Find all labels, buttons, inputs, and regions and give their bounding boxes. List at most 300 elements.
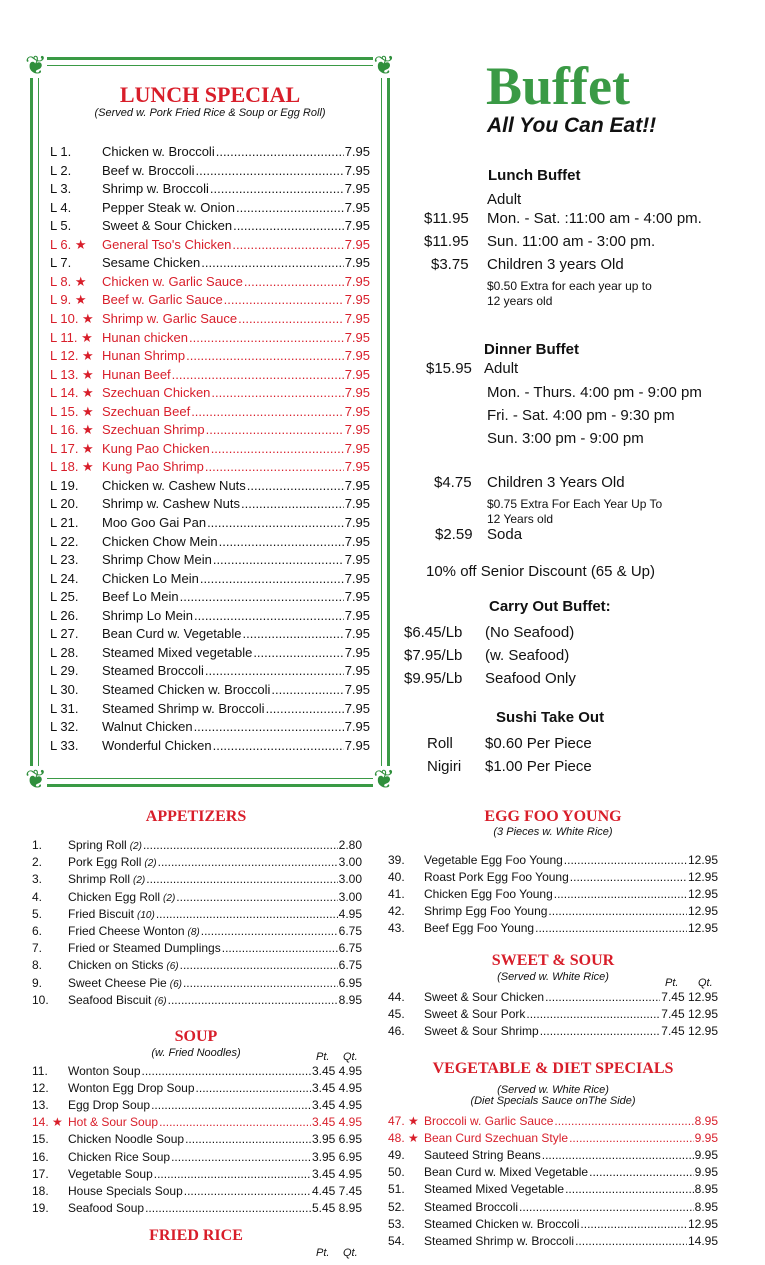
item-name: Bean Curd w. Vegetable (102, 626, 242, 642)
item-price: 7.95 (344, 644, 370, 660)
dot-leader (176, 889, 337, 906)
lunch-special-item (50, 458, 370, 476)
fried-rice-title: FRIED RICE (149, 1227, 243, 1244)
item-name: Hot & Sour Soup (68, 1115, 159, 1130)
item-price: 12.95 (687, 904, 718, 919)
item-number: 47. ★ (388, 1114, 419, 1128)
dot-leader (196, 162, 344, 180)
dot-leader (210, 180, 344, 198)
item-name: Broccoli w. Garlic Sauce (424, 1114, 554, 1128)
veg-diet-item (388, 1216, 718, 1233)
veg-diet-item (388, 1181, 718, 1198)
item-price: 8.95 (338, 992, 362, 1007)
lunch-buffet-adult: Adult (487, 191, 522, 208)
dot-leader (205, 458, 344, 476)
item-number: 50. (388, 1165, 405, 1180)
item-number: L 7. (50, 255, 72, 271)
item-name: Sesame Chicken (102, 255, 201, 271)
dot-leader (156, 906, 338, 923)
item-name: Kung Pao Shrimp (102, 459, 204, 475)
item-name: Sweet Cheese Pie (68, 975, 167, 990)
item-name: Wonton Soup (68, 1064, 141, 1078)
item-price: 7.95 (344, 477, 370, 493)
item-number: L 27. (50, 626, 79, 642)
dinner-buffet-adult: Adult (484, 360, 519, 377)
item-number: L 29. (50, 663, 79, 679)
item-name: Beef w. Broccoli (102, 162, 195, 178)
dot-leader (154, 1166, 311, 1183)
item-name: Chicken Chow Mein (102, 533, 218, 549)
item-name: Chicken w. Broccoli (102, 144, 215, 159)
carry-out-price: $9.95/Lb (404, 670, 463, 687)
dinner-buffet-title: Dinner Buffet (484, 341, 579, 358)
item-name: Spring Roll (68, 838, 127, 852)
item-price: 7.95 (344, 422, 370, 438)
item-price: 7.95 (344, 607, 370, 623)
item-number: 10. (32, 992, 49, 1007)
sweet-sour-title: SWEET & SOUR (491, 952, 615, 969)
item-price: 5.45 8.95 (311, 1200, 362, 1215)
item-price: 3.45 4.95 (311, 1115, 362, 1130)
dot-leader (243, 625, 344, 643)
appetizer-item (32, 871, 362, 889)
dot-leader (196, 1080, 311, 1097)
dot-leader (142, 1063, 311, 1080)
dot-leader (184, 1183, 311, 1200)
lunch-special-item (50, 254, 370, 272)
dot-leader (535, 920, 687, 937)
item-name: Shrimp w. Garlic Sauce (102, 310, 238, 326)
item-name: Szechuan Chicken (102, 385, 211, 401)
dot-leader (564, 852, 687, 869)
soup-item (32, 1166, 362, 1183)
item-number: L 33. (50, 737, 79, 753)
dot-leader (540, 1023, 661, 1040)
item-name: Szechuan Beef (102, 403, 191, 419)
egg-foo-young-subtitle: (3 Pieces w. White Rice) (493, 826, 613, 838)
appetizer-item (32, 975, 362, 993)
dot-leader (200, 570, 344, 588)
item-number: L 2. (50, 162, 72, 178)
item-name: Sweet & Sour Pork (424, 1007, 526, 1022)
item-number: L 32. (50, 719, 79, 735)
lunch-special-item (50, 477, 370, 495)
appetizer-item (32, 906, 362, 924)
item-name: Vegetable Soup (68, 1166, 153, 1181)
item-name: Bean Curd Szechuan Style (424, 1131, 569, 1146)
lunch-special-item (50, 403, 370, 421)
lunch-special-item (50, 421, 370, 439)
dot-leader (519, 1199, 694, 1216)
carry-out-price: $7.95/Lb (404, 647, 463, 664)
item-number: 42. (388, 904, 405, 919)
lunch-buffet-child-price: $3.75 (431, 256, 469, 273)
item-price: 4.95 (338, 906, 362, 921)
dot-leader (219, 533, 344, 551)
dot-leader (224, 291, 344, 309)
item-price: 7.95 (344, 199, 370, 215)
item-price: 8.95 (694, 1182, 718, 1197)
lunch-buffet-child-note: $0.50 Extra for each year up to (487, 279, 652, 293)
dot-leader (241, 495, 344, 513)
item-name: Shrimp Lo Mein (102, 607, 194, 623)
item-number: 14. ★ (32, 1115, 63, 1130)
item-price: 7.95 (344, 255, 370, 271)
dot-leader (238, 310, 344, 328)
item-price: 7.95 (344, 273, 370, 289)
item-number: L 22. (50, 533, 79, 549)
item-name: Shrimp w. Broccoli (102, 181, 209, 197)
item-quantity-note: (6) (169, 978, 182, 990)
lunch-special-item (50, 718, 370, 736)
item-name: Steamed Mixed vegetable (102, 644, 253, 660)
dot-leader (244, 273, 344, 291)
appetizer-item (32, 923, 362, 941)
item-price: 7.95 (344, 236, 370, 252)
lunch-special-item (50, 347, 370, 365)
item-price: 7.95 (344, 366, 370, 382)
item-number: 19. (32, 1200, 49, 1215)
dot-leader (211, 440, 344, 458)
lunch-special-item (50, 495, 370, 513)
item-name: Sweet & Sour Chicken (424, 990, 545, 1004)
item-name: Steamed Broccoli (102, 663, 204, 679)
veg-diet-item (388, 1147, 718, 1164)
lunch-special-item (50, 217, 370, 235)
item-price: 3.45 4.95 (311, 1064, 362, 1078)
dot-leader (589, 1164, 694, 1181)
item-name: Steamed Chicken w. Broccoli (102, 681, 271, 697)
dot-leader (183, 975, 338, 992)
lunch-special-item (50, 662, 370, 680)
item-price: 12.95 (687, 853, 718, 867)
item-name: Hunan chicken (102, 329, 188, 345)
item-price: 7.95 (344, 440, 370, 456)
dot-leader (194, 718, 344, 736)
item-number: L 25. (50, 589, 79, 605)
sushi-item-price: $0.60 Per Piece (485, 735, 592, 752)
item-name: Beef Lo Mein (102, 589, 179, 605)
item-price: 14.95 (687, 1233, 718, 1248)
item-price: 6.75 (338, 924, 362, 938)
item-price: 7.45 12.95 (661, 1024, 718, 1039)
sweet-sour-subtitle: (Served w. White Rice) (497, 971, 609, 983)
lunch-special-item (50, 533, 370, 551)
item-number: L 1. (50, 144, 72, 159)
lunch-special-item (50, 273, 370, 291)
item-name: Walnut Chicken (102, 719, 193, 735)
dot-leader (526, 1006, 660, 1023)
item-price: 2.80 (338, 838, 362, 852)
lunch-special-item (50, 514, 370, 532)
veg-diet-subtitle-2: (Diet Specials Sauce onThe Side) (470, 1095, 636, 1107)
veg-diet-item (388, 1199, 718, 1216)
item-price: 7.95 (344, 144, 370, 159)
item-name: Beef Egg Foo Young (424, 921, 535, 936)
item-number: 41. (388, 887, 405, 902)
dot-leader (191, 403, 344, 421)
dot-leader (171, 1149, 311, 1166)
fried-rice-col-qt: Qt. (343, 1247, 358, 1259)
dinner-buffet-child: Children 3 Years Old (487, 474, 625, 491)
item-number: 39. (388, 853, 405, 867)
item-name: Chicken Egg Roll (68, 889, 161, 904)
lunch-buffet-price-sunday: $11.95 (424, 233, 469, 250)
item-number: L 15. ★ (50, 403, 94, 419)
carry-out-desc: (w. Seafood) (485, 647, 570, 664)
dot-leader (216, 143, 344, 161)
item-name: Sweet & Sour Chicken (102, 218, 233, 234)
soda-label: Soda (487, 526, 523, 543)
ornament-corner-icon: ❦ (373, 50, 395, 80)
item-price: 7.95 (344, 329, 370, 345)
item-name: Vegetable Egg Foo Young (424, 853, 563, 867)
item-number: L 13. ★ (50, 366, 94, 382)
item-number: 46. (388, 1024, 405, 1039)
dot-leader (548, 903, 687, 920)
item-price: 12.95 (687, 921, 718, 936)
dot-leader (232, 236, 343, 254)
item-price: 7.95 (344, 737, 370, 753)
dinner-buffet-child-price: $4.75 (434, 474, 472, 491)
item-number: 2. (32, 855, 43, 870)
item-price: 7.95 (344, 719, 370, 735)
sweet-sour-col-qt: Qt. (698, 977, 713, 989)
item-price: 9.95 (694, 1148, 718, 1163)
dot-leader (213, 551, 344, 569)
dot-leader (236, 199, 344, 217)
soup-item (32, 1114, 362, 1131)
item-number: L 18. ★ (50, 459, 94, 475)
dot-leader (145, 1200, 311, 1217)
item-price: 7.95 (344, 348, 370, 364)
item-price: 12.95 (687, 887, 718, 902)
item-number: 13. (32, 1098, 49, 1113)
item-quantity-note: (6) (154, 995, 167, 1007)
item-name: General Tso's Chicken (102, 236, 232, 252)
item-name: Shrimp w. Cashew Nuts (102, 496, 240, 512)
item-name: Shrimp Egg Foo Young (424, 904, 548, 919)
soup-title: SOUP (174, 1028, 218, 1045)
item-name: Kung Pao Chicken (102, 440, 210, 456)
item-name: Shrimp Chow Mein (102, 552, 212, 568)
item-number: 52. (388, 1199, 405, 1214)
item-price: 7.95 (344, 403, 370, 419)
item-price: 9.95 (694, 1165, 718, 1180)
item-number: L 30. (50, 681, 79, 697)
item-price: 6.95 (338, 975, 362, 990)
item-number: 8. (32, 958, 43, 973)
item-quantity-note: (2) (144, 858, 157, 870)
item-number: 53. (388, 1216, 405, 1231)
item-name: Steamed Mixed Vegetable (424, 1182, 565, 1197)
lunch-special-item (50, 700, 370, 718)
lunch-special-item (50, 588, 370, 606)
dot-leader (180, 588, 344, 606)
dot-leader (180, 957, 338, 974)
item-number: L 24. (50, 570, 79, 586)
lunch-special-item (50, 681, 370, 699)
item-number: 11. (32, 1064, 48, 1078)
ornament-corner-icon: ❦ (25, 764, 47, 794)
item-price: 3.00 (338, 872, 362, 887)
item-name: Hunan Shrimp (102, 348, 186, 364)
item-number: L 5. (50, 218, 72, 234)
dot-leader (194, 607, 344, 625)
item-price: 7.95 (344, 589, 370, 605)
carry-out-price: $6.45/Lb (404, 624, 463, 641)
lunch-special-item (50, 199, 370, 217)
dot-leader (158, 854, 338, 871)
item-price: 3.00 (338, 889, 362, 904)
lunch-special-item (50, 607, 370, 625)
lunch-special-item (50, 310, 370, 328)
item-price: 3.45 4.95 (311, 1166, 362, 1181)
item-name: Shrimp Roll (68, 872, 131, 887)
item-number: L 20. (50, 496, 79, 512)
item-name: Fried Cheese Wonton (68, 924, 185, 938)
item-number: L 28. (50, 644, 79, 660)
item-price: 7.95 (344, 496, 370, 512)
item-price: 4.45 7.45 (311, 1183, 362, 1198)
egg-foo-young-item (388, 903, 718, 920)
item-price: 6.75 (338, 958, 362, 973)
lunch-special-item (50, 291, 370, 309)
sweet-sour-item (388, 989, 718, 1006)
lunch-special-title: LUNCH SPECIAL (119, 82, 301, 107)
lunch-special-item (50, 644, 370, 662)
item-name: House Specials Soup (68, 1183, 183, 1198)
item-name: Seafood Soup (68, 1200, 145, 1215)
ornament-corner-icon: ❦ (25, 50, 47, 80)
item-price: 7.95 (344, 681, 370, 697)
carry-out-title: Carry Out Buffet: (489, 598, 611, 615)
item-price: 3.45 4.95 (311, 1098, 362, 1113)
dot-leader (247, 477, 344, 495)
item-quantity-note: (2) (133, 875, 146, 887)
item-number: L 19. (50, 477, 79, 493)
item-number: L 6. ★ (50, 236, 87, 252)
item-name: Pepper Steak w. Onion (102, 199, 235, 215)
egg-foo-young-item (388, 852, 718, 869)
item-quantity-note: (10) (137, 909, 155, 921)
item-name: Wonderful Chicken (102, 737, 212, 753)
egg-foo-young-item (388, 886, 718, 903)
item-name: Seafood Biscuit (68, 992, 152, 1007)
lunch-special-item (50, 384, 370, 402)
appetizer-item (32, 837, 362, 855)
item-name: Egg Drop Soup (68, 1098, 151, 1113)
senior-discount: 10% off Senior Discount (65 & Up) (426, 563, 656, 580)
item-price: 7.95 (344, 292, 370, 308)
dot-leader (189, 329, 344, 347)
item-name: Fried or Steamed Dumplings (68, 941, 221, 956)
veg-diet-item (388, 1164, 718, 1181)
dinner-buffet-child-note-2: 12 Years old (487, 512, 554, 526)
veg-diet-item (388, 1113, 718, 1130)
item-number: L 9. ★ (50, 292, 87, 308)
carry-out-desc: Seafood Only (485, 670, 576, 687)
item-name: Chicken Egg Foo Young (424, 887, 553, 902)
item-quantity-note: (8) (187, 927, 200, 938)
soup-col-pt: Pt. (316, 1051, 330, 1063)
sushi-item-name: Roll (427, 735, 453, 752)
item-number: 40. (388, 870, 405, 885)
soup-item (32, 1131, 362, 1148)
appetizers-title: APPETIZERS (145, 808, 247, 825)
sushi-item-name: Nigiri (427, 758, 462, 775)
appetizer-item (32, 940, 362, 957)
item-price: 9.95 (694, 1131, 718, 1146)
sweet-sour-item (388, 1023, 718, 1040)
item-name: Pork Egg Roll (68, 855, 142, 870)
item-number: L 14. ★ (50, 385, 94, 401)
egg-foo-young-item (388, 869, 718, 886)
item-number: L 3. (50, 181, 72, 197)
item-number: L 10. ★ (50, 310, 94, 326)
veg-diet-item (388, 1130, 718, 1147)
dot-leader (253, 644, 343, 662)
item-number: 45. (388, 1007, 405, 1022)
lunch-special-item (50, 329, 370, 347)
dinner-buffet-hours-3: Sun. 3:00 pm - 9:00 pm (487, 430, 644, 447)
item-number: 1. (32, 838, 43, 852)
dot-leader (554, 886, 687, 903)
item-number: 15. (32, 1132, 49, 1147)
dot-leader (545, 989, 660, 1006)
item-name: Beef w. Garlic Sauce (102, 292, 223, 308)
ornament-corner-icon: ❦ (373, 764, 395, 794)
dot-leader (143, 837, 338, 854)
item-name: Chicken Lo Mein (102, 570, 199, 586)
lunch-special-item (50, 366, 370, 384)
item-price: 8.95 (694, 1199, 718, 1214)
item-price: 7.95 (344, 310, 370, 326)
dinner-buffet-child-note: $0.75 Extra For Each Year Up To (487, 497, 663, 511)
dot-leader (172, 366, 344, 384)
soup-item (32, 1183, 362, 1200)
item-number: 54. (388, 1233, 405, 1248)
lunch-buffet-child: Children 3 years Old (487, 256, 624, 273)
item-number: 4. (32, 889, 43, 904)
item-name: Steamed Shrimp w. Broccoli (424, 1233, 575, 1248)
dot-leader (569, 1130, 694, 1147)
item-price: 7.95 (344, 700, 370, 716)
item-name: Chicken w. Garlic Sauce (102, 273, 243, 289)
dot-leader (146, 871, 337, 888)
item-number: 7. (32, 941, 43, 956)
lunch-special-item (50, 143, 370, 161)
item-name: Chicken w. Cashew Nuts (102, 477, 246, 493)
item-price: 6.75 (338, 941, 362, 956)
item-number: 51. (388, 1182, 405, 1197)
lunch-buffet-title: Lunch Buffet (488, 167, 581, 184)
item-number: 18. (32, 1183, 49, 1198)
item-price: 7.95 (344, 663, 370, 679)
dot-leader (151, 1097, 311, 1114)
item-price: 7.95 (344, 626, 370, 642)
soup-item (32, 1200, 362, 1217)
item-name: Chicken Rice Soup (68, 1149, 171, 1164)
soup-col-qt: Qt. (343, 1051, 358, 1063)
sushi-item-price: $1.00 Per Piece (485, 758, 592, 775)
dot-leader (266, 700, 344, 718)
dot-leader (211, 384, 343, 402)
item-number: 49. (388, 1148, 405, 1163)
fried-rice-col-pt: Pt. (316, 1247, 330, 1259)
lunch-buffet-hours-sunday: Sun. 11:00 am - 3:00 pm. (487, 233, 656, 250)
dot-leader (168, 992, 338, 1009)
